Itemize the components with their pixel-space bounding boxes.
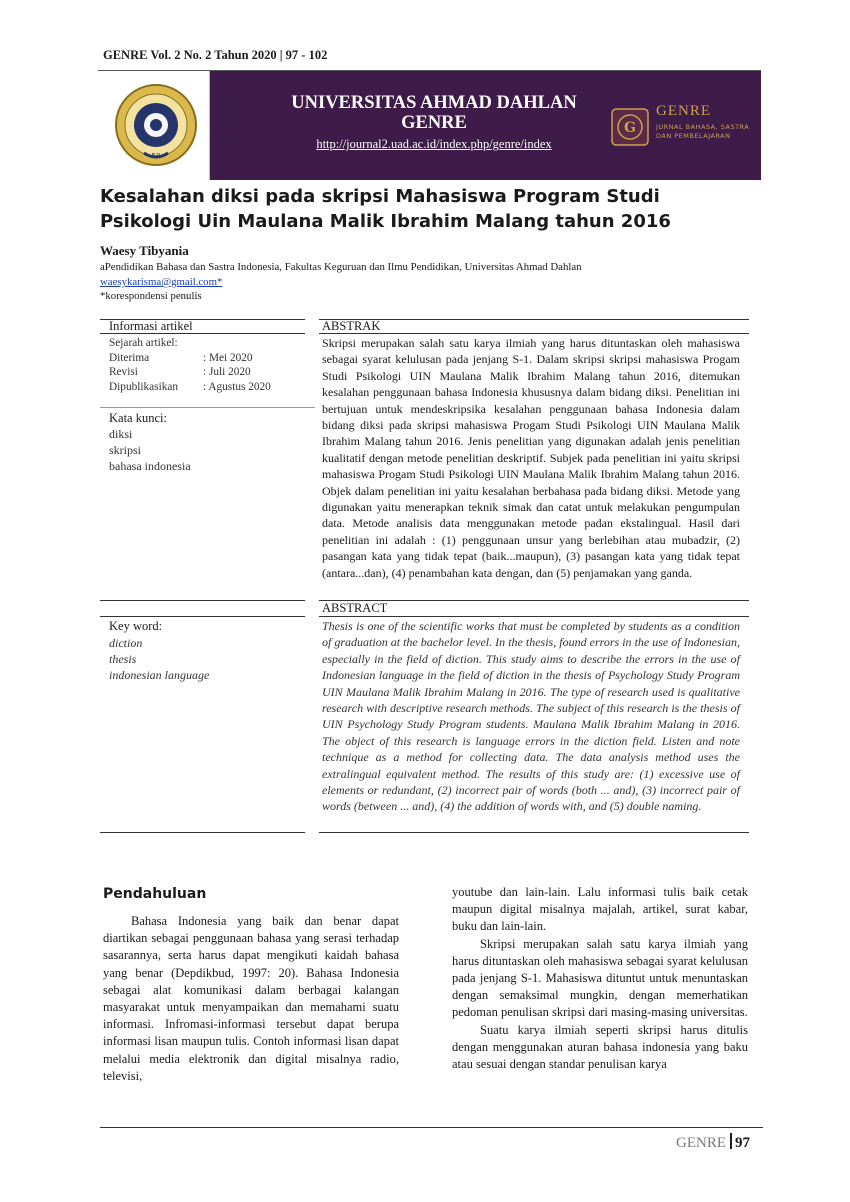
genre-logo-subtitle: [656, 123, 749, 141]
keywords-list: [109, 426, 191, 474]
table-bottom-rule-right: [319, 832, 749, 833]
history-key: Dipublikasikan: [109, 380, 179, 393]
journal-name: GENRE: [401, 113, 467, 133]
article-history: [109, 337, 309, 395]
genre-emblem-letter: G: [624, 120, 636, 136]
genre-emblem-icon: [610, 107, 650, 147]
body-paragraph: Bahasa Indonesia yang baik dan benar dapat diartikan sebagai penggunaan bahasa yang serasi terhadap sasarannya, serta harus dapat mengikuti kaidah bahasa yang benar (Depdikbud, 1997: 20). Bahasa Indonesia sebagai alat komunikasi dalam berbagai kalangan masyarakat untuk menyampaikan dan memahami suatu informasi. Infromasi-informasi tersebut dapat berupa informasi lisan maupun tulis. Contoh informasi lisan dapat melalui media elektronik dan digital misalnya radio, televisi,: [103, 914, 399, 1083]
info-heading: Informasi artikel: [109, 319, 193, 333]
history-row: [109, 352, 309, 367]
body-paragraph: Skripsi merupakan salah satu karya ilmiah yang harus dituntaskan oleh mahasiswa sebagai syarat kelulusan pada jenjang S-1. Mahasiswa dituntut untuk menuntaskan dengan semaksimal mungkin, dengan memerhatikan pedoman penulisan skripsi dari masing-masing universitas.: [452, 936, 748, 1020]
correspondence-note: *korespondensi penulis: [100, 290, 202, 302]
table-top-rule-right: [319, 319, 749, 320]
keyword-en-item: diction: [109, 636, 143, 650]
history-value: : Agustus 2020: [203, 380, 271, 393]
abstract-text: Thesis is one of the scientific works that must be completed by students as a condition of graduation at the bachelor level. In the thesis, found errors in the use of Indonesian, especially in the field of diction. This study aims to describe the errors in the use of Indonesian language in the field of diction in the thesis of Psychology Study Program UIN Maulana Malik Ibrahim Malang in 2016. The type of research used is qualitative research with descriptive research methods. The subject of this research is the thesis of UIN Psychology Study Program students. Maulana Malik Ibrahim Malang in 2016. The object of this research is language errors in the diction field. Listen and note technique as a method for collecting data. The data analysis method uses the extralingual equivalent method. The results of this study are: (1) excessive use of elements or redundant, (2) incorrect pair of words (both ... and), (3) incorrect pair of words (between ... and), (4) the addition of words with, and (5) double naming.: [322, 619, 740, 814]
journal-banner: [98, 71, 761, 180]
university-title: [278, 93, 590, 133]
keyword-item: skripsi: [109, 443, 142, 457]
history-row: [109, 366, 309, 381]
keyword-item: diksi: [109, 427, 133, 441]
keywords-en-heading: Key word:: [109, 619, 163, 633]
genre-logo: [610, 101, 758, 153]
author-name: Waesy Tibyania: [100, 243, 189, 258]
footer-journal: GENRE: [676, 1135, 726, 1151]
keyword-en-item: indonesian language: [109, 668, 210, 682]
keywords-heading: Kata kunci:: [109, 411, 167, 425]
abstract-heading-rule-en: [319, 616, 749, 617]
journal-citation: GENRE Vol. 2 No. 2 Tahun 2020 | 97 - 102: [103, 48, 328, 62]
genre-logo-title: GENRE: [656, 103, 711, 119]
keywords-en-rule-left: [100, 616, 305, 617]
abstrak-text: Skripsi merupakan salah satu karya ilmiah yang harus dituntaskan oleh mahasiswa sebagai syarat kelulusan pada jenjang S-1. Dalam skripsi skripsi mahasiswa Progam Studi Psikologi UIN Maulana Malik Ibrahim Malang tahun 2016, ditemukan kesalahan penggunaan bahasa Indonesia khususnya dalam bidang diksi. Penelitian ini bertujuan untuk mendeskripsika kesalahan penggunaan bahasa Indonesia dalam bidang diksi pada skripsi mahasiswa Progam Studi Psikologi UIN Maulana Malik Ibrahim Malang tahun 2016. Jenis penelitian yang digunakan adalah jenis penelitian kualitatif dengan metode penelitian deskriptif. Subjek pada penelitian ini yaitu skripsi mahasiswa Progam Studi Psikologi UIN Maulana Malik Ibrahim Malang tahun 2016. Objek dalam penelitian ini yaitu kesalahan berbahasa pada bidang diksi. Metode yang digunakan yaitu menerapkan teknik simak dan catat untuk melakukan pengumpulan data. Metode analisis data menggunakan metode padan ekstalingual. Hasil dari penelitian ini adalah : (1) penggunaan unsur yang berlebihan atau mubadzir, (2) pasangan kata yang tidak tepat (baik...maupun), (3) pasangan kata yang tidak tepat (antara...dan), (4) penambahan kata dengan, dan (5) penjamakan yang ganda.: [322, 336, 740, 580]
paper-title: Kesalahan diksi pada skripsi Mahasiswa Program Studi Psikologi Uin Maulana Malik Ibrahim Malang tahun 2016: [100, 186, 671, 232]
keyword-en-item: thesis: [109, 652, 137, 666]
author-affiliation: aPendidikan Bahasa dan Sastra Indonesia, Fakultas Keguruan dan Ilmu Pendidikan, Universitas Ahmad Dahlan: [100, 261, 582, 273]
body-right-column: [452, 884, 748, 1073]
keywords-divider-left: [100, 600, 305, 601]
history-key: Diterima: [109, 351, 150, 364]
genre-logo-subtitle-line-2: DAN PEMBELAJARAN: [656, 132, 731, 140]
footer-divider: [100, 1127, 763, 1128]
history-divider: [100, 407, 315, 408]
body-left-column: [103, 913, 399, 1085]
university-seal-icon: [114, 83, 198, 167]
table-bottom-rule-left: [100, 832, 305, 833]
university-logo-box: [98, 71, 210, 180]
history-value: : Mei 2020: [203, 351, 253, 364]
section-title: Pendahuluan: [103, 886, 207, 902]
abstract-heading: ABSTRACT: [322, 601, 388, 615]
body-paragraph: Suatu karya ilmiah seperti skripsi harus ditulis dengan menggunakan aturan bahasa indonesia yang baku atau sesuai dengan standar penulisan karya: [452, 1022, 748, 1072]
university-name: UNIVERSITAS AHMAD DAHLAN: [291, 93, 577, 113]
abstrak-heading: ABSTRAK: [322, 319, 381, 333]
body-paragraph: youtube dan lain-lain. Lalu informasi tulis baik cetak maupun digital misalnya majalah, artikel, surat kabar, buku dan lain-lain.: [452, 885, 748, 934]
page-footer: [676, 1133, 750, 1152]
author-email-link[interactable]: waesykarisma@gmail.com*: [100, 276, 223, 288]
journal-url-link[interactable]: http://journal2.uad.ac.id/index.php/genre/index: [316, 137, 552, 151]
history-value: : Juli 2020: [203, 366, 251, 378]
history-label: Sejarah artikel:: [109, 337, 178, 349]
svg-text:50: 50: [151, 152, 161, 160]
history-row: [109, 381, 309, 396]
page-number: 97: [735, 1135, 750, 1151]
abstrak-heading-rule: [319, 333, 749, 334]
history-key: Revisi: [109, 366, 138, 378]
genre-logo-subtitle-line-1: JURNAL BAHASA, SASTRA: [656, 123, 750, 131]
keyword-item: bahasa indonesia: [109, 459, 191, 473]
keywords-en-list: [109, 635, 209, 683]
footer-separator: [730, 1133, 732, 1149]
